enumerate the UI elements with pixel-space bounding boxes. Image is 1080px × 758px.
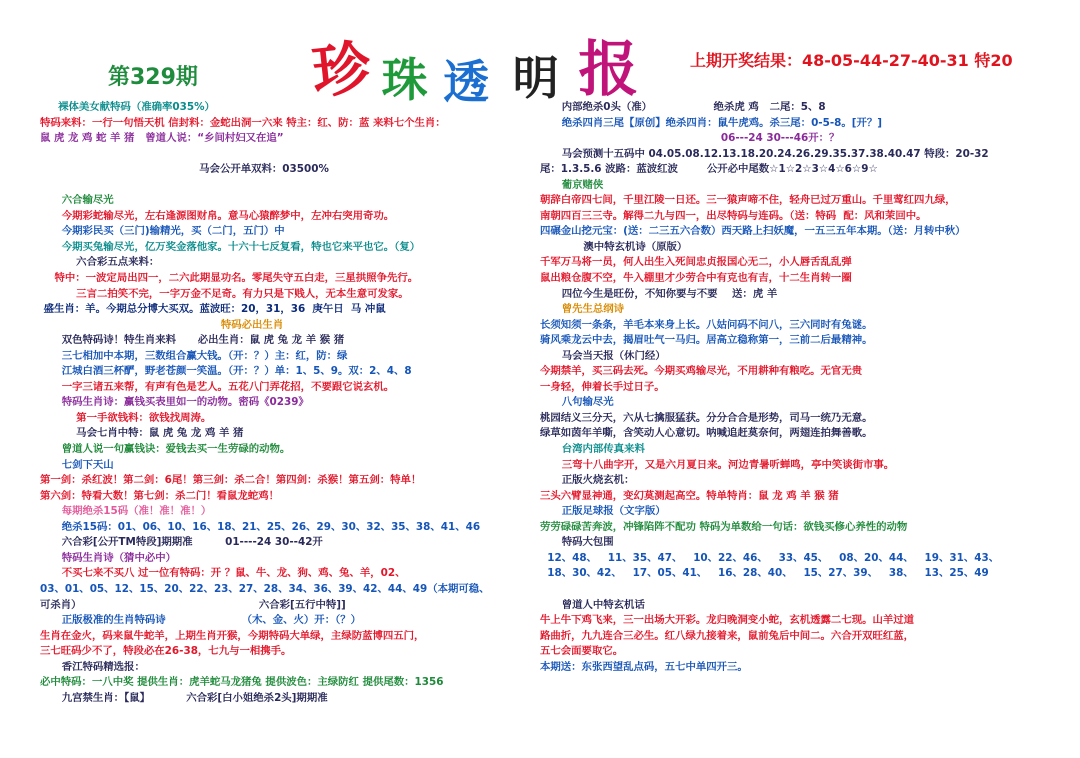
text-line: 第一剑：杀红波！第二剑：6尾！第三剑：杀二合！第四剑：杀猴！第五剑：特单！ <box>40 474 422 487</box>
text-line: 绝杀四肖三尾【原创】绝杀四肖：鼠牛虎鸡。杀三尾：0-5-8。[开？] <box>540 116 883 129</box>
title-char: 明 <box>512 51 559 105</box>
text-line: 五七会面要取它。 <box>540 645 624 658</box>
text-line: 06---24 30---46开：？ <box>540 132 840 145</box>
text-line: 内部绝杀0头（准） 绝杀虎 鸡 二尾：5、8 <box>540 101 826 113</box>
text-line: 一字三诸五来帮，有声有色是艺人。五花八门弄花招，不要跟它说玄机。 <box>40 380 395 393</box>
text-line: 不买七来不买八 过一位有特码：开 ？鼠、牛、龙、狗、鸡、兔、羊，02、 <box>40 567 406 580</box>
text-line: 四位今生是旺份，不知你要与不要 送：虎 羊 <box>540 287 778 300</box>
text-line: 第一手欲钱料：欲钱找周涛。 <box>40 411 212 424</box>
text-line: 南朝四百三三寺。解得二九与四一，出尽特码与连码。（送：特码 配：风和茉回中。 <box>540 209 927 222</box>
title-char: 透 <box>443 55 490 109</box>
title-char: 报 <box>578 35 639 105</box>
issue-number: 第329期 <box>108 65 198 90</box>
text-line: 三七相加中本期，三数组合赢大钱。（开：？）主：红，防：绿 <box>40 349 348 362</box>
text-line: 正版足球报（文字版） <box>540 505 666 518</box>
text-line: 今期彩蛇输尽光，左右逢源图财帛。意马心猿醉梦中，左冲右突用奇功。 <box>40 209 395 222</box>
text-line: 三头六臂显神通，变幻莫测起高空。特单特肖：鼠 龙 鸡 羊 猴 猪 <box>540 489 839 502</box>
text-line: 三弯十八曲字开，又是六月夏日来。河边青暑听蝉鸣，亭中笑谈街市事。 <box>540 458 895 471</box>
text-line: 七剑下天山 <box>40 458 114 471</box>
title-char: 珠 <box>381 53 428 107</box>
text-line: 马会公开单双料：03500% <box>40 163 329 176</box>
text-line <box>540 582 1045 598</box>
text-line: 六合彩五点来料： <box>40 256 160 269</box>
text-line: 特码生肖诗（猜中必中） <box>40 551 177 564</box>
text-line: 今期禁羊，买三码去死。今期买鸡输尽光，不用耕种有粮吃。无官无贵 <box>540 365 863 378</box>
text-line: 曾先生总纲诗 <box>540 303 625 316</box>
text-line: 澳中特玄机诗（原版） <box>540 240 688 253</box>
text-line: 马会七肖中特：鼠 虎 兔 龙 鸡 羊 猪 <box>40 427 244 440</box>
text-line: 六合彩[公开TM特段]期期准 01----24 30--42开 <box>40 536 323 549</box>
text-line: 绝杀15码：01、06、10、16、18、21、25、26、29、30、32、35、38、41、46 <box>40 520 481 533</box>
text-line: 曾道人说一句赢钱诀：爱钱去买一生劳碌的动物。 <box>40 443 291 456</box>
text-line: 今期彩民买（三门)输精光，买（二门，五门）中 <box>40 225 285 238</box>
text-line: 特码必出生肖 <box>40 318 284 331</box>
text-line: 尾：1.3.5.6 波路：蓝波红波 公开必中尾数☆1☆2☆3☆4☆6☆9☆ <box>540 163 878 176</box>
text-line: 鼠出粮仓腹不空，牛入棚里才少劳合中有克也有吉，十二生肖转一圈 <box>540 272 852 285</box>
text-line: 桃园结义三分天，六从七擒服猛获。分分合合是形势，司马一统乃无意。 <box>540 411 873 424</box>
text-line: 江城白酒三杯酽，野老苍颜一笑温。（开：？）单：1、5、9。双：2、4、8 <box>40 365 412 378</box>
text-line: 特码生肖诗：赢钱买表里如一的动物。密码《0239》 <box>40 396 309 409</box>
text-line: 四碾金山挖元宝：(送：二三五六合数）西天路上扫妖魔，一五三五年本期。（送：月转中秋） <box>540 225 966 238</box>
text-line: 可杀肖） 六合彩[五行中特]] <box>40 598 346 611</box>
right-column <box>540 100 1045 675</box>
text-line: 裸体美女献特码（准确率035%） <box>40 101 215 113</box>
text-line: 生肖在金火，码来鼠牛蛇羊，上期生肖开猴，今期特码大单绿，主绿防蓝博四五门， <box>40 629 425 642</box>
text-line: 鼠 虎 龙 鸡 蛇 羊 猪 曾道人说：“乡间村妇又在追” <box>40 132 284 145</box>
text-line: 三言二拍笑不完，一字万金不足奇。有力只是下贱人，无本生意可发家。 <box>40 287 409 300</box>
text-line: 18、30、42、 17、05、41、 16、28、40、 15、27、39、 38、 13、25、49 <box>540 567 989 580</box>
text-line: 曾道人中特玄机话 <box>540 598 645 611</box>
text-line: 三七旺码少不了，特段必在26-38，七九与一相携手。 <box>40 645 292 658</box>
text-line: 双色特码诗！特生肖来料 必出生肖：鼠 虎 兔 龙 羊 猴 猪 <box>40 334 345 347</box>
last-draw-result: 上期开奖结果：48-05-44-27-40-31 特20 <box>690 51 1013 70</box>
text-line: 路曲折，九九连合三必生。红八绿九接着来，鼠前兔后中间二。六合开双旺红蓝， <box>540 629 915 642</box>
left-column <box>40 100 510 706</box>
text-line: 第六剑：特看大数！第七剑：杀二门！看鼠龙蛇鸡！ <box>40 489 279 502</box>
text-line: 马会当天报（休门经） <box>540 349 666 362</box>
text-line: 八句输尽光 <box>540 396 614 409</box>
text-line: 长须知须一条条，羊毛本来身上长。八姑问码不问八，三六同时有兔谜。 <box>540 318 873 331</box>
text-line: 正版极准的生肖特码诗 （木、金、火）开：（？） <box>40 614 362 627</box>
text-line <box>40 147 510 163</box>
text-line: 一身轻，伸着长手过日子。 <box>540 380 665 393</box>
text-line: 绿草如茵年羊嘶，含笑动人心意切。呐喊追赶莫奈何，两翅连拍舞善歌。 <box>540 427 873 440</box>
text-line <box>40 178 510 194</box>
text-line: 必中特码：一八中奖 提供生肖：虎羊蛇马龙猪兔 提供波色：主绿防红 提供尾数：1356 <box>40 676 444 689</box>
title-char: 珍 <box>309 33 374 107</box>
text-line: 九宫禁生肖：【鼠】 六合彩[白小姐绝杀2头]期期准 <box>40 691 328 704</box>
text-line: 骑风乘龙云中去，揭眉吐气一马归。居高立稳称第一，三前二后最精神。 <box>540 334 873 347</box>
text-line: 03、01、05、12、15、20、22、23、27、28、34、36、39、42、44、49（本期可稳、 <box>40 582 490 595</box>
text-line: 今期买兔输尽光，亿万奖金落他家。十六十七反复看，特也它来平也它。（复） <box>40 240 421 253</box>
text-line: 朝辞白帝四七间，千里江陵一日还。三一猿声啼不住，轻舟已过万重山。千里莺红四九绿， <box>540 194 956 207</box>
text-line: 每期绝杀15码（准！准！准！） <box>40 505 212 518</box>
text-line: 劳劳碌碌苦奔波，冲锋陷阵不配功 特码为单数给一句话：欲钱买修心养性的动物 <box>540 520 908 533</box>
text-line: 正版火烧玄机： <box>540 474 635 487</box>
text-line: 葡京赌侠 <box>540 178 604 191</box>
text-line: 六合输尽光 <box>40 194 114 207</box>
text-line: 特码来料：一行一句悟天机 信封料：金蛇出洞一六来 特主：红、防：蓝 来料七个生肖： <box>40 116 446 129</box>
text-line: 千军万马将一员，何人出生入死间忠贞报国心无二，小人唇舌乱乱弹 <box>540 256 852 269</box>
text-line: 香江特码精选报： <box>40 660 145 673</box>
newspaper-title <box>309 22 639 109</box>
text-line: 本期送：东张西望乱点码，五七中单四开三。 <box>540 660 748 673</box>
text-line: 马会预测十五码中 04.05.08.12.13.18.20.24.26.29.35.37.38.40.47 特段：20-32 <box>540 147 989 160</box>
text-line: 特码大包围 <box>540 536 614 549</box>
text-line: 12、48、 11、35、47、 10、22、46、 33、45、 08、20、44、 19、31、43、 <box>540 551 1000 564</box>
text-line: 盛生肖：羊。今期总分博大买双。蓝波旺：20，31，36 庚午日 马 冲鼠 <box>40 303 386 316</box>
text-line: 特中：一波定局出四一，二六此期显功名。零尾失守五白走，三星拱照争先行。 <box>40 272 419 285</box>
text-line: 牛上牛下鸡飞来，三一出场大开彩。龙归晚洞变小蛇，玄机透露二七现。山羊过道 <box>540 614 915 627</box>
text-line: 台湾内部传真来料 <box>540 443 645 456</box>
